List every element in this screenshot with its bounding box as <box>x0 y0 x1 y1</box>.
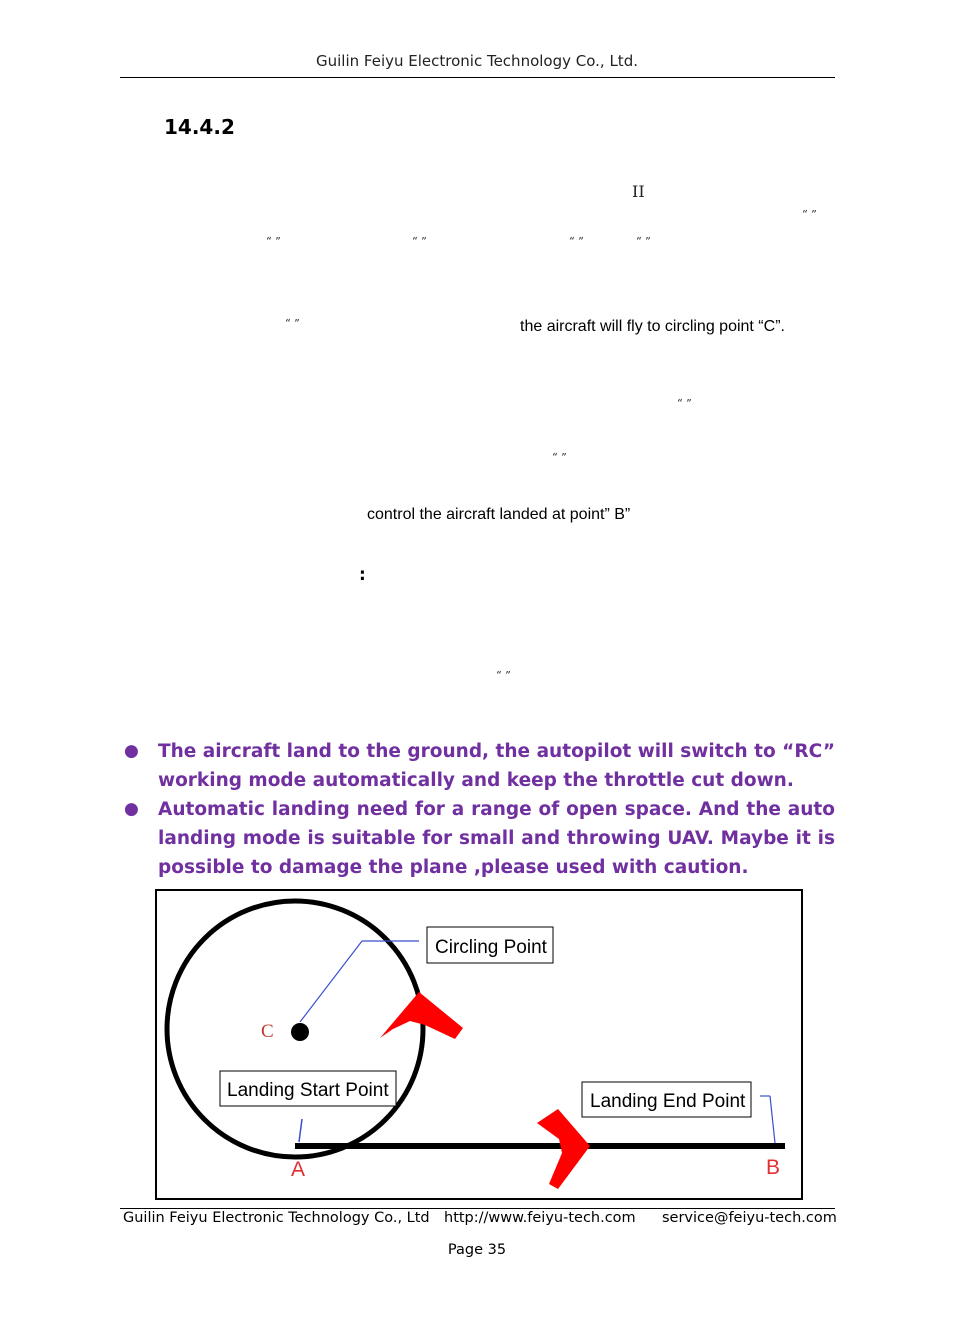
note-item <box>120 737 835 795</box>
quote-fragment: “ ” <box>569 235 584 248</box>
notes-list <box>120 737 835 882</box>
quote-fragment: “ ” <box>266 235 281 248</box>
header-divider <box>120 77 835 78</box>
footer-email-link[interactable]: service@feiyu-tech.com <box>662 1210 837 1226</box>
page-number: Page 35 <box>447 1242 507 1258</box>
point-b-label: B <box>766 1156 781 1179</box>
landed-sentence: control the aircraft landed at point” B” <box>367 506 631 523</box>
landing-end-label: Landing End Point <box>590 1091 746 1112</box>
footer-website-link[interactable]: http://www.feiyu-tech.com <box>444 1210 636 1226</box>
roman-numeral: II <box>632 182 645 201</box>
circling-leader-line <box>300 941 362 1022</box>
quote-fragment: “ ” <box>496 669 511 682</box>
note-text: The aircraft land to the ground, the autopilot will switch to “RC” working mode automatically and keep the throttle cut down. <box>158 741 835 791</box>
colon-fragment: : <box>359 565 366 585</box>
quote-fragment: “ ” <box>636 235 651 248</box>
circling-center-dot <box>291 1023 309 1041</box>
landing-diagram-svg <box>157 891 801 1198</box>
bullet-dot-icon: ● <box>124 799 139 819</box>
point-c-label: C <box>261 1021 274 1042</box>
circling-point-label: Circling Point <box>435 937 547 958</box>
note-text: Automatic landing need for a range of open space. And the auto landing mode is suitable for small and throwing UAV. Maybe it is possible to damage the plane ,please used with caution. <box>158 799 835 878</box>
quote-fragment: “ ” <box>412 235 427 248</box>
end-leader-line <box>770 1096 775 1143</box>
quote-fragment: “ ” <box>802 208 817 221</box>
landing-start-label: Landing Start Point <box>227 1080 389 1101</box>
footer-divider <box>120 1208 835 1209</box>
footer-company: Guilin Feiyu Electronic Technology Co., Ltd <box>123 1210 430 1226</box>
quote-fragment: “ ” <box>677 397 692 410</box>
point-a-label: A <box>291 1158 306 1181</box>
quote-fragment: “ ” <box>552 451 567 464</box>
start-leader-line <box>299 1119 302 1142</box>
section-number: 14.4.2 <box>164 115 235 139</box>
page-header: Guilin Feiyu Electronic Technology Co., Ltd. <box>316 52 638 70</box>
quote-fragment: “ ” <box>285 317 300 330</box>
circling-sentence: the aircraft will fly to circling point “C”. <box>520 318 785 335</box>
note-item <box>120 795 835 882</box>
bullet-dot-icon: ● <box>124 741 139 761</box>
landing-diagram <box>155 889 803 1200</box>
